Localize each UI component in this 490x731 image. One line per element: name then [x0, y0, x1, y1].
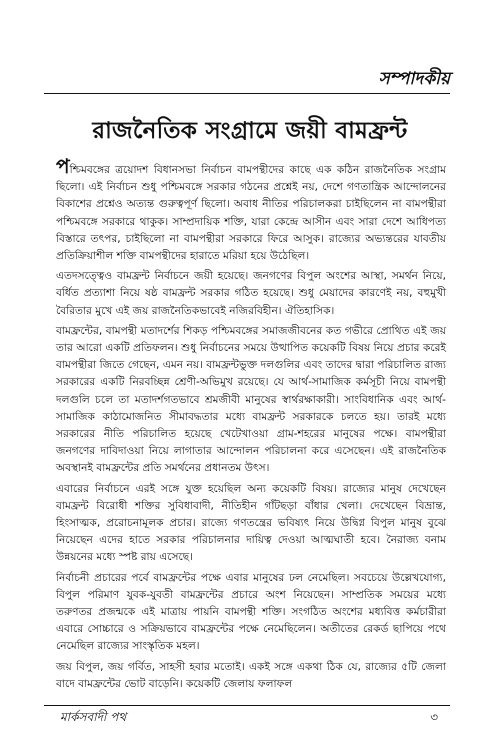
- page-number: ৩: [430, 710, 438, 724]
- paragraph-2: এতদসত্ত্বেও বামফ্রন্ট নির্বাচনে জয়ী হয়েছে। জনগণের বিপুল অংশের আস্থা, সমর্থন নিয়ে, বর্ধিত প্রত্যাশা নিয়ে ষষ্ঠ বামফ্রন্ট সরকার গঠিত হয়েছে। শুধু মেয়াদের কারণেই নয়, বহুমুখী বৈরিতার মুখে এই জয় রাজনৈতিকভাবেই নজিরবিহীন। ঐতিহাসিক।: [56, 270, 446, 317]
- section-label: সম্পাদকীয়: [378, 69, 450, 89]
- footer-divider: [44, 705, 450, 706]
- paragraph-5: নির্বাচনী প্রচারের পর্বে বামফ্রন্টের পক্ষে এবার মানুষের ঢল নেমেছিল। সবচেয়ে উল্লেখযোগ্য, বিপুল পরিমাণ যুবক-যুবতী বামফ্রন্টের প্রচারে অংশ নিয়েছেন। সাম্প্রতিক সময়ের মধ্যে তরুণতর প্রজন্মকে এই মাত্রায় পায়নি বামপন্থী শক্তি। সংগঠিত অংশের মধ্যবিত্ত কর্মচারীরা এবারে সোচ্চারে ও সক্রিয়ভাবে বামফ্রন্টের পক্ষে নেমেছিলেন। অতীতের রেকর্ড ছাপিয়ে পথে নেমেছিল রাজ্যের সাংস্কৃতিক মহল।: [56, 571, 446, 653]
- paragraph-text: শ্চিমবঙ্গের ত্রয়োদশ বিধানসভা নির্বাচন বামপন্থীদের কাছে এক কঠিন রাজনৈতিক সংগ্রাম ছিলো। এই নির্বাচন শুধু পশ্চিমবঙ্গে সরকার গঠনের প্রশ্নেই নয়, দেশে গণতান্ত্রিক আন্দোলনের বিকাশের প্রশ্নেও অত্যন্ত গুরুত্বপূর্ণ ছিলো। অবাধ নীতির পরিচালকরা চাইছিলেন না বামপন্থীরা পশ্চিমবঙ্গে সরকারে থাকুক। সাম্প্রদায়িক শক্তি, যারা কেন্দ্রে আসীন এবং সারা দেশে আধিপত্য বিস্তারে তৎপর, চাইছিলো না বামপন্থীরা সরকারে ফিরে আসুক। রাজ্যের অভ্যন্তরের যাবতীয় প্রতিক্রিয়াশীল শক্তি বামপন্থীদের হারাতে মরিয়া হয়ে উঠেছিল।: [56, 164, 446, 263]
- article-title: রাজনৈতিক সংগ্রামে জয়ী বামফ্রন্ট: [92, 118, 408, 144]
- paragraph-3: বামফ্রন্টের, বামপন্থী মতাদর্শের শিকড় পশ্চিমবঙ্গের সমাজজীবনের কত গভীরে প্রোথিত এই জয় তার আরো একটি প্রতিফলন। শুধু নির্বাচনের সময়ে উত্থাপিত কয়েকটি বিষয় নিয়ে প্রচার করেই বামপন্থীরা জিতে গেছেন, এমন নয়। বামফ্রন্টভুক্ত দলগুলির এবং তাদের দ্বারা পরিচালিত রাজ্য সরকারের একটি নিরবচ্ছিন্ন শ্রেণী-অভিমুখ রয়েছে। যে আর্থ-সামাজিক কর্মসূচী নিয়ে বামপন্থী দলগুলি চলে তা মতাদর্শগতভাবে শ্রমজীবী মানুষের স্বার্থরক্ষাকারী। সাংবিধানিক এবং আর্থ-সামাজিক কাঠামোজনিত সীমাবদ্ধতার মধ্যে বামফ্রন্ট সরকারকে চলতে হয়। তারই মধ্যে সরকারের নীতি পরিচালিত হয়েছে খেটেখাওয়া গ্রাম-শহরের মানুষের পক্ষে। বামপন্থীরা জনগণের দাবিদাওয়া নিয়ে লাগাতার আন্দোলন পরিচালনা করে এসেছেন। এই রাজনৈতিক অবস্থানই বামফ্রন্টের প্রতি সমর্থনের প্রধানতম উৎস।: [56, 324, 446, 475]
- drop-cap: প: [56, 154, 70, 178]
- publication-name: মার্কসবাদী পথ: [60, 710, 127, 724]
- paragraph-4: এবারের নির্বাচনে এরই সঙ্গে যুক্ত হয়েছিল অন্য কয়েকটি বিষয়। রাজ্যের মানুষ দেখেছেন বামফ্রন্ট বিরোধী শক্তির সুবিধাবাদী, নীতিহীন গাঁটছড়া বাঁধার খেলা। দেখেছেন বিভ্রান্ত, হিংসাত্মক, প্ররোচনামূলক প্রচার। রাজ্যে গণতন্ত্রের ভবিষ্যৎ নিয়ে উদ্বিগ্ন বিপুল মানুষ বুঝে নিয়েছেন এদের হাতে সরকার পরিচালনার দায়িত্ব দেওয়া আত্মঘাতী হবে। নৈরাজ্য বনাম উন্নয়নের মধ্যে স্পষ্ট রায় এসেছে।: [56, 482, 446, 564]
- paragraph-6: জয় বিপুল, জয় গর্বিত, সাহসী হবার মতোই। একই সঙ্গে একথা ঠিক যে, রাজ্যের ৫টি জেলা বাদে বামফ্রন্টের ভোট বাড়েনি। কয়েকটি জেলায় ফলাফল: [56, 660, 446, 690]
- paragraph-1: [56, 154, 446, 265]
- header-divider: [44, 93, 450, 94]
- article-body: [56, 154, 446, 693]
